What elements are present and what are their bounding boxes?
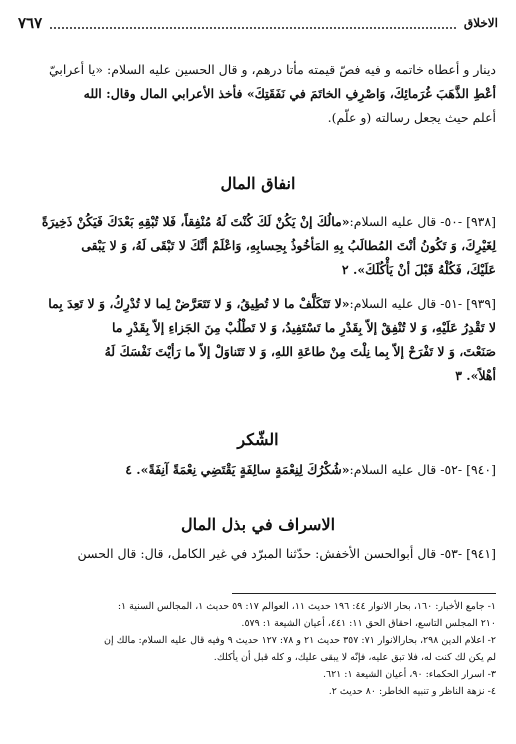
section-title-thanks: الشّكر bbox=[237, 430, 279, 449]
hadith-text: قال أبوالحسن الأخفش: حدّثنا المبرّد في غير الكامل، قال: قال الحسن bbox=[77, 546, 437, 561]
section-title-waste: الاسراف في بذل المال bbox=[180, 515, 336, 534]
section-title-spending: انفاق المال bbox=[220, 174, 296, 193]
footnote-line: ١- جامع الأخبار: ١٦٠، بحار الانوار ٤٤: ١٩٦ حديث ١١، العوالم ١٧: ٥٩ حديث ١، المجالس السنية ١: bbox=[117, 601, 496, 612]
header-dotted-leader bbox=[50, 17, 456, 29]
page-number: ٧٦٧ bbox=[18, 14, 43, 32]
footnote-rule bbox=[232, 593, 496, 594]
hadith-text: «لا تَتَكَلَّفْ ما لا تُطِيقُ، وَ لا تَتَعَرَّضْ لِما لا تُدْرِكُ، وَ لا تَعِدَ بِما bbox=[48, 296, 350, 311]
intro-line: دينار و أعطاه خاتمه و فيه فصّ قيمته مأتا درهم، و قال الحسين عليه السلام: «يا أعرابيّ bbox=[48, 62, 496, 77]
running-title: الاخلاق bbox=[463, 16, 498, 30]
footnote-line: ٢- اعلام الدين ٢٩٨، بحارالانوار ٧١: ٣٥٧ حديث ٢١ و ٧٨: ١٢٧ حديث ٩ وفيه قال عليه السلام: مالك إن bbox=[104, 635, 496, 646]
hadith-number: [٩٤١] -٥٣- bbox=[440, 546, 496, 561]
footnote-line: لم يكن لك كنت له، فلا تبق عليه، فإنّه لا يبقى عليك، و كله قبل أن يأكلك. bbox=[213, 652, 496, 663]
footnote-line: ٤- نزهة الناظر و تنبيه الخاطر: ٨٠ حديث ٢. bbox=[328, 686, 496, 697]
hadith-938 bbox=[32, 210, 496, 282]
intro-line: أعْطِ الذَّهَبَ غُرَمائِكَ، وَاصْرِفِ الخاتَمَ في نَفَقَتِكَ» فأخذ الأعرابي المال وقال: الله bbox=[83, 86, 496, 101]
hadith-number: [٩٣٩] -٥١- قال عليه السلام: bbox=[349, 296, 496, 311]
hadith-number: [٩٤٠] -٥٢- قال عليه السلام: bbox=[349, 462, 496, 477]
hadith-text: لا تَقْدِرُ عَلَيْهِ، وَ لا تُنْفِقْ إلاّ بِقَدْرِ ما تَسْتَفِيدُ، وَ لا تَطْلُبْ مِنَ الجَزاءِ إلاّ بِقَدْرِ ما bbox=[111, 320, 496, 335]
hadith-text: صَنَعْتَ، وَ لا تَفْرَحْ إلاّ بِما نِلْتَ مِنْ طاعَةِ اللهِ، وَ لا تَتَناوَلْ إلاّ ما رَأيْتَ نَفْسَكَ لَهُ bbox=[104, 344, 496, 359]
hadith-941 bbox=[32, 542, 496, 566]
hadith-940 bbox=[32, 458, 496, 482]
footnote-line: ٢١٠ المجلس التاسع، احقاق الحق ١١: ٤٤١، أعيان الشيعة ١: ٥٧٩. bbox=[241, 618, 496, 629]
page-header bbox=[18, 12, 498, 34]
hadith-text: لِغَيْرِكَ، وَ تَكُونُ أنْتَ المُطالَبُ بِهِ المَأخُوذُ بِحِسابِهِ، وَاعْلَمْ أنَّكَ لا تَبْقَى لَهُ، وَ لا يَبْقى bbox=[81, 238, 496, 253]
hadith-text: عَلَيْكَ، فَكُلْهُ قَبْلَ أنْ يَأْكُلَكَ». ٢ bbox=[341, 262, 496, 277]
hadith-939 bbox=[32, 292, 496, 388]
footnotes bbox=[24, 598, 496, 700]
footnote-line: ٣- اسرار الحكماء: ٩٠، أعيان الشيعة ١: ٦٢١. bbox=[322, 669, 496, 680]
hadith-text: «شُكْرُكَ لِنِعْمَةٍ سالِفَةٍ يَقْتَضِي نِعْمَةً آنِفَةً». ٤ bbox=[125, 462, 350, 477]
intro-paragraph bbox=[32, 58, 496, 130]
hadith-text: «مالُكَ إنْ يَكُنْ لَكَ كُنْتَ لَهُ مُنْفِقاً، فَلا تُبْقِهِ بَعْدَكَ فَيَكُنْ ذَخِيرَةً bbox=[41, 214, 350, 229]
hadith-number: [٩٣٨] -٥٠- قال عليه السلام: bbox=[349, 214, 496, 229]
hadith-text: أهْلاً». ٣ bbox=[455, 368, 496, 383]
intro-line: أعلم حيث يجعل رسالته (و علّم). bbox=[327, 110, 496, 125]
